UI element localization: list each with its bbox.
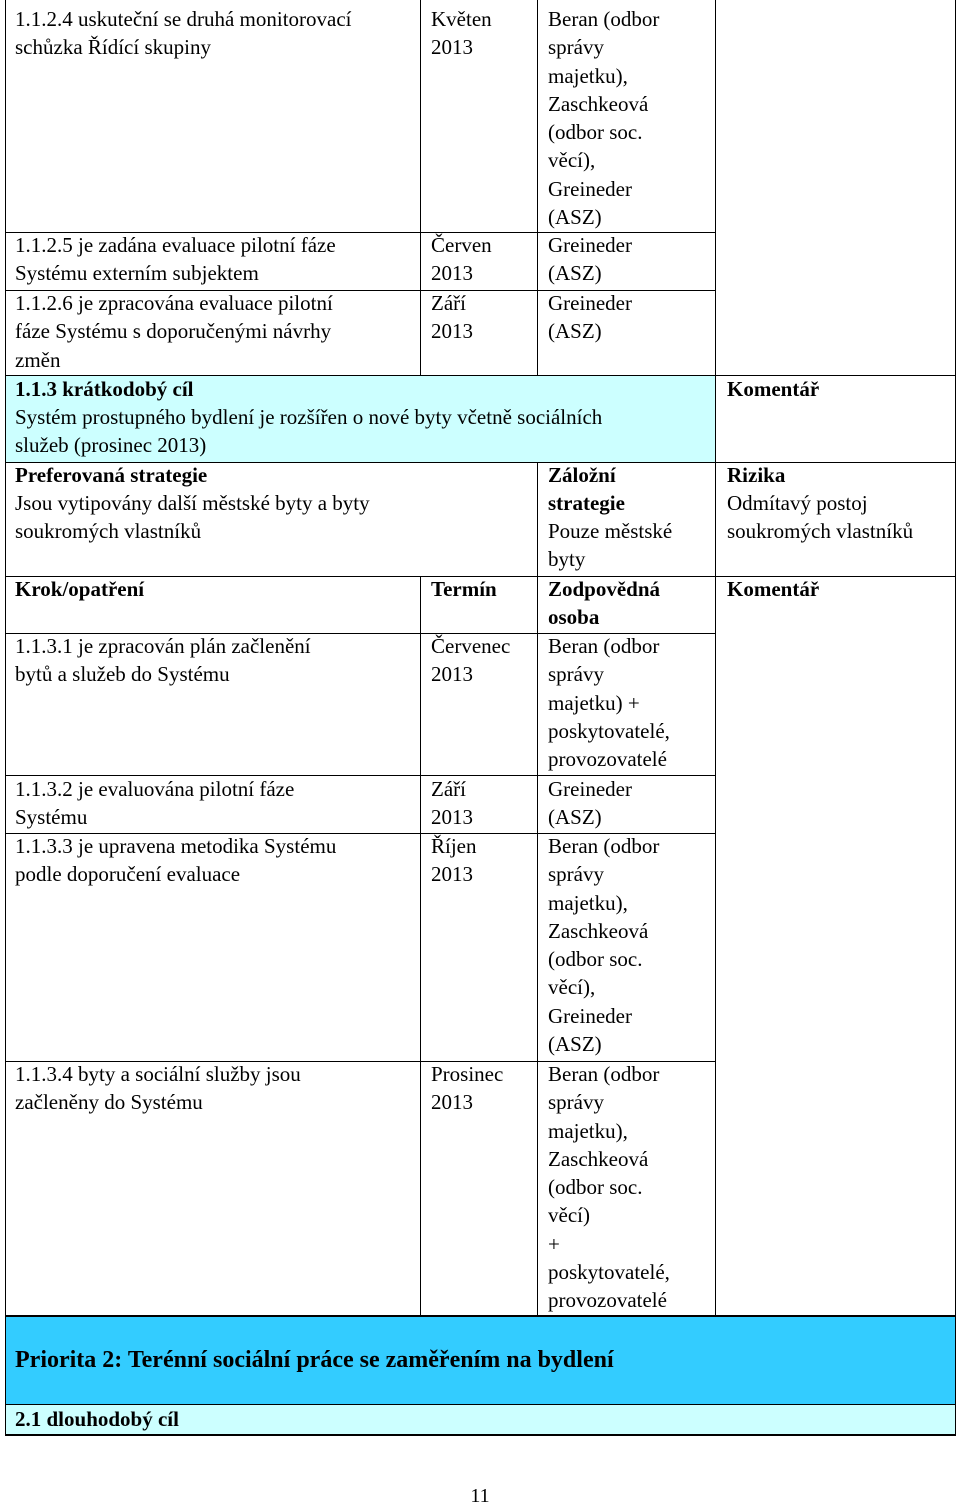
table-border bbox=[5, 1434, 956, 1436]
responsible-1-1-3-4: Beran (odbor správy majetku), Zaschkeová (odbor soc. věcí) + poskytovatelé, provozovatelé bbox=[548, 1062, 670, 1313]
table-border bbox=[537, 462, 538, 1316]
backup-strategy-text: Pouze městské byty bbox=[548, 519, 673, 572]
header-comment: Komentář bbox=[727, 577, 820, 601]
risks-text: Odmítavý postoj soukromých vlastníků bbox=[727, 491, 914, 544]
page-number: 11 bbox=[470, 1485, 490, 1507]
term-1-1-3-1: Červenec 2013 bbox=[431, 634, 511, 687]
term-1-1-3-2: Září 2013 bbox=[431, 777, 473, 830]
task-1-1-3-2: 1.1.3.2 je evaluována pilotní fáze Systému bbox=[15, 777, 295, 830]
table-border bbox=[5, 0, 6, 1436]
header-step: Krok/opatření bbox=[15, 577, 145, 601]
table-border bbox=[420, 576, 421, 1316]
task-1-1-3-1: 1.1.3.1 je zpracován plán začlenění bytů a služeb do Systému bbox=[15, 634, 311, 687]
task-1-1-3-4: 1.1.3.4 byty a sociální služby jsou začleněny do Systému bbox=[15, 1062, 301, 1115]
goal-comment-label: Komentář bbox=[727, 377, 820, 401]
goal-title: 1.1.3 krátkodobý cíl bbox=[15, 377, 194, 401]
responsible-1-1-3-1: Beran (odbor správy majetku) + poskytovatelé, provozovatelé bbox=[548, 634, 670, 772]
term-1-1-3-4: Prosinec 2013 bbox=[431, 1062, 504, 1115]
term-1-1-2-4: Květen 2013 bbox=[431, 7, 492, 60]
task-1-1-2-5: 1.1.2.5 je zadána evaluace pilotní fáze Systému externím subjektem bbox=[15, 233, 336, 286]
table-border bbox=[5, 1315, 956, 1317]
responsible-1-1-3-2: Greineder (ASZ) bbox=[548, 777, 632, 830]
table-border bbox=[715, 0, 716, 1316]
responsible-1-1-2-6: Greineder (ASZ) bbox=[548, 291, 632, 344]
table-border bbox=[420, 0, 421, 376]
goal-text: Systém prostupného bydlení je rozšířen o nové byty včetně sociálních služeb (prosinec 2013) bbox=[15, 405, 603, 458]
header-responsible: Zodpovědná osoba bbox=[548, 577, 661, 630]
header-term: Termín bbox=[431, 577, 497, 601]
responsible-1-1-2-5: Greineder (ASZ) bbox=[548, 233, 632, 286]
preferred-strategy-text: Jsou vytipovány další městské byty a byty soukromých vlastníků bbox=[15, 491, 370, 544]
long-term-goal-title: 2.1 dlouhodobý cíl bbox=[15, 1407, 179, 1431]
term-1-1-2-5: Červen 2013 bbox=[431, 233, 492, 286]
task-1-1-3-3: 1.1.3.3 je upravena metodika Systému podle doporučení evaluace bbox=[15, 834, 337, 887]
responsible-1-1-2-4: Beran (odbor správy majetku), Zaschkeová (odbor soc. věcí), Greineder (ASZ) bbox=[548, 7, 660, 230]
preferred-strategy-label: Preferovaná strategie bbox=[15, 463, 208, 487]
term-1-1-3-3: Říjen 2013 bbox=[431, 834, 477, 887]
backup-strategy-label: Záložní strategie bbox=[548, 463, 625, 516]
task-1-1-2-6: 1.1.2.6 je zpracována evaluace pilotní fáze Systému s doporučenými návrhy změn bbox=[15, 291, 333, 372]
risks-label: Rizika bbox=[727, 463, 786, 487]
table-border bbox=[537, 0, 538, 376]
responsible-1-1-3-3: Beran (odbor správy majetku), Zaschkeová (odbor soc. věcí), Greineder (ASZ) bbox=[548, 834, 660, 1057]
table-border bbox=[955, 0, 956, 1436]
task-1-1-2-4: 1.1.2.4 uskuteční se druhá monitorovací schůzka Řídící skupiny bbox=[15, 7, 352, 60]
priority-title: Priorita 2: Terénní sociální práce se zaměřením na bydlení bbox=[15, 1347, 614, 1373]
term-1-1-2-6: Září 2013 bbox=[431, 291, 473, 344]
